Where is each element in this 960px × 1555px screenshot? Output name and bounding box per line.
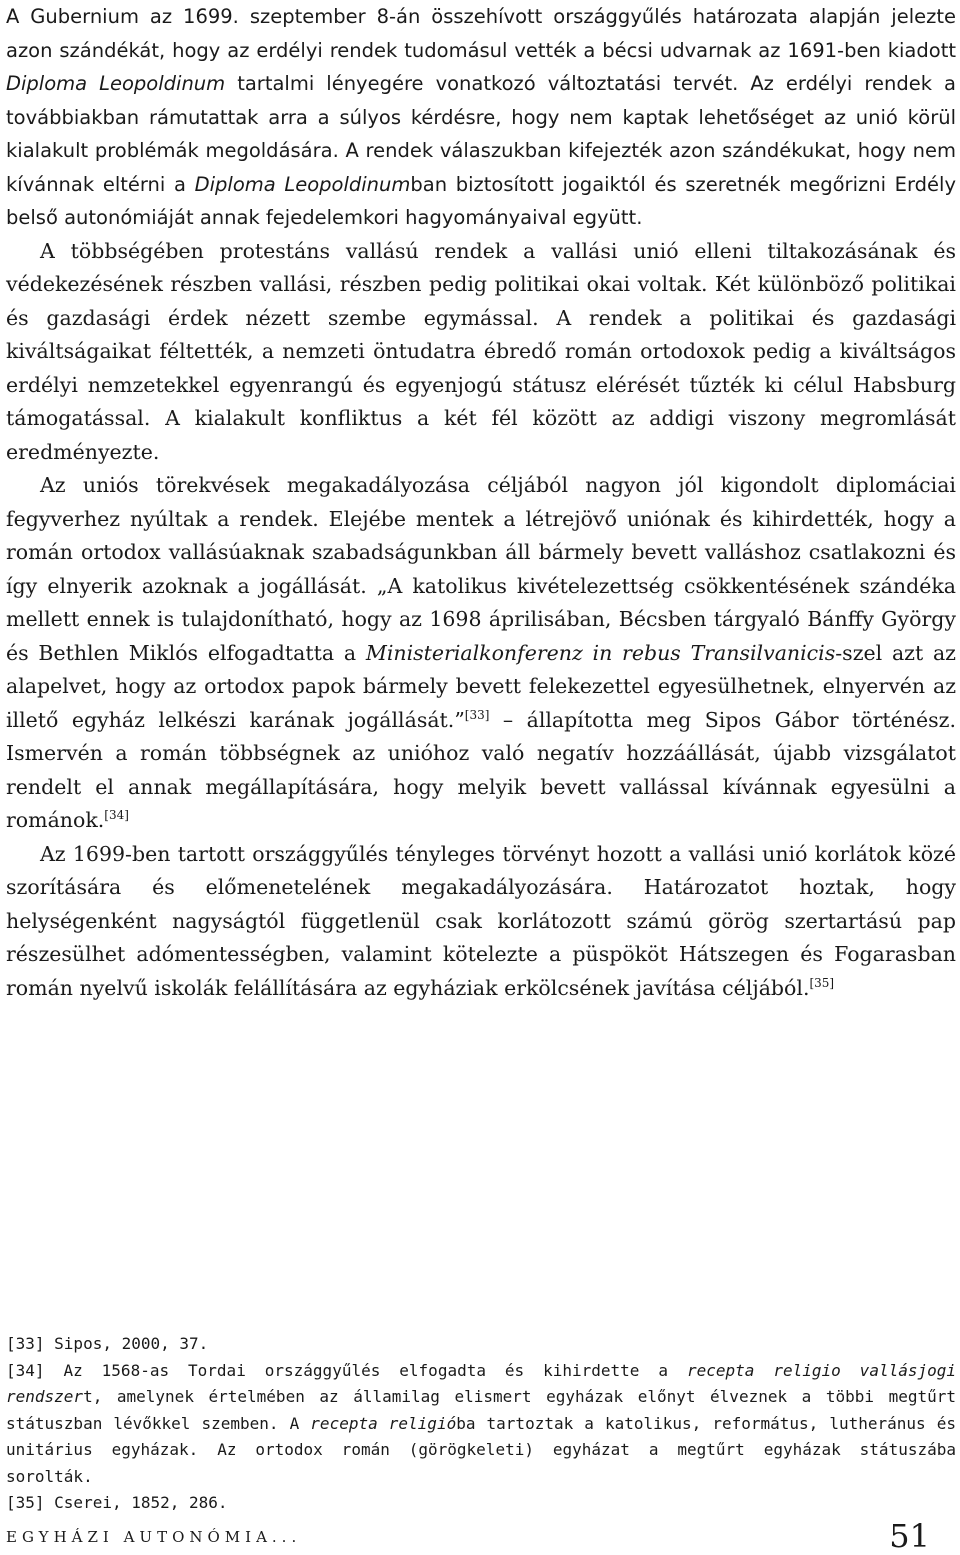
paragraph-3-text: Az uniós törekvések megakadályozása céljából nagyon jól kigondolt diplomáciai fegyverhez nyúltak a rendek. Elejébe mentek a létrejövő uniónak és kihirdették, hogy a román ortodox vallásúaknak szabadságunkban áll bármely bevett valláshoz csatlakozni és így elnyerik azoknak a jogállását. „A katolikus kivételezettség csökkentésének szándéka mellett ennek is tulajdonítható, hogy az 1698 áprilisában, Bécsben tárgyaló Bánffy György és Bethlen Miklós elfogadtatta a bbox=[6, 473, 956, 665]
footnote-34-text: [34] Az 1568-as Tordai országgyűlés elfogadta és kihirdette a bbox=[6, 1360, 687, 1380]
footnote-ref-33[interactable]: [33] bbox=[464, 707, 490, 722]
footnote-ref-34[interactable]: [34] bbox=[104, 808, 129, 822]
paragraph-3 bbox=[6, 469, 956, 838]
paragraph-1-italic-title: Diploma Leopoldinum bbox=[6, 72, 226, 95]
paragraph-1 bbox=[6, 0, 956, 235]
paragraph-3-text: -szel azt az alapelvet, hogy az ortodox papok bármely bevett felekezettel egyesülhetnek, elnyervén az illető egyház lelkészi karának jogállását.” bbox=[6, 640, 956, 732]
footnote-34-italic: recepta religio vallásjogi rendszer bbox=[6, 1360, 957, 1406]
footnote-34-italic: recepta religió bbox=[310, 1413, 457, 1433]
paragraph-1-text: tartalmi lényegére vonatkozó változtatási tervét. Az erdélyi rendek a továbbiakban rámutattak arra a súlyos kérdésre, hogy nem kaptak lehetőséget az unió körül kialakult problémák megoldására. A rendek válaszukban kifejezték azon szándékukat, hogy nem kívánnak eltérni a bbox=[6, 72, 956, 196]
footnote-34-text: ba tartoztak a katolikus, református, lutheránus és unitárius egyházak. Az ortodox román (görögkeleti) egyházat a megtűrt egyházak státuszába sorolták. bbox=[6, 1413, 956, 1486]
paragraph-4-text: Az 1699-ben tartott országgyűlés tényleges törvényt hozott a vallási unió korlátok közé szorítására és előmenetelének megakadályozására. Határozatot hoztak, hogy helységenként nagyságtól függetlenül csak korlátozott számú görög szertartású pap részesülhet adómentességben, valamint kötelezte a püspököt Hátszegen és Fogarasban román nyelvű iskolák felállítására az egyháziak erkölcsének javítása céljából. bbox=[6, 841, 956, 1000]
paragraph-1-italic-title: Diploma Leopoldinum bbox=[194, 172, 411, 196]
paragraph-1-text: ban biztosított jogaiktól és szeretnék megőrizni Erdély belső autonómiáját annak fejedelemkori hagyományaival együtt. bbox=[6, 172, 956, 229]
footnote-ref-35[interactable]: [35] bbox=[809, 975, 835, 990]
running-head: EGYHÁZI AUTONÓMIA... bbox=[6, 1528, 302, 1546]
paragraph-4 bbox=[6, 838, 956, 1006]
footnote-34 bbox=[6, 1358, 956, 1491]
page-footer bbox=[6, 1518, 930, 1554]
paragraph-3-text: – állapította meg Sipos Gábor történész. Ismervén a román többségnek az unióhoz való negatív hozzáállását, újabb vizsgálatot rendelt el annak megállapítására, hogy melyik bevett vallással kívánnak egyesülni a románok. bbox=[6, 707, 956, 832]
paragraph-1-text: A Gubernium az 1699. szeptember 8-án összehívott országgyűlés határozata alapján jelezte azon szándékát, hogy az erdélyi rendek tudomásul vették a bécsi udvarnak az 1691-ben kiadott bbox=[6, 5, 956, 62]
footnotes bbox=[6, 1331, 956, 1517]
paragraph-3-italic-title: Ministerialkonferenz in rebus Transilvanicis bbox=[365, 640, 836, 665]
page-number: 51 bbox=[889, 1517, 930, 1555]
footnote-34-text: t, amelynek értelmében az államilag elismert egyházak előnyt élveznek a többi megtűrt státuszban lévőkkel szemben. A bbox=[6, 1387, 956, 1433]
main-text bbox=[6, 0, 956, 1005]
footnote-35: [35] Cserei, 1852, 286. bbox=[6, 1493, 228, 1512]
footnote-33: [33] Sipos, 2000, 37. bbox=[6, 1334, 209, 1353]
paragraph-2: A többségében protestáns vallású rendek a vallási unió elleni tiltakozásának és védekezésének részben vallási, részben pedig politikai okai voltak. Két különböző politikai és gazdasági érdek nézett szembe egymással. A rendek a politikai és gazdasági kiváltságaikat féltették, a nemzeti öntudatra ébredő román ortodoxok pedig a kiváltságos erdélyi nemzetekkel egyenrangú és egyenjogú státusz elérését tűzték ki célul Habsburg támogatással. A kialakult konfliktus a két fél között az addigi viszony megromlását eredményezte. bbox=[6, 238, 956, 464]
